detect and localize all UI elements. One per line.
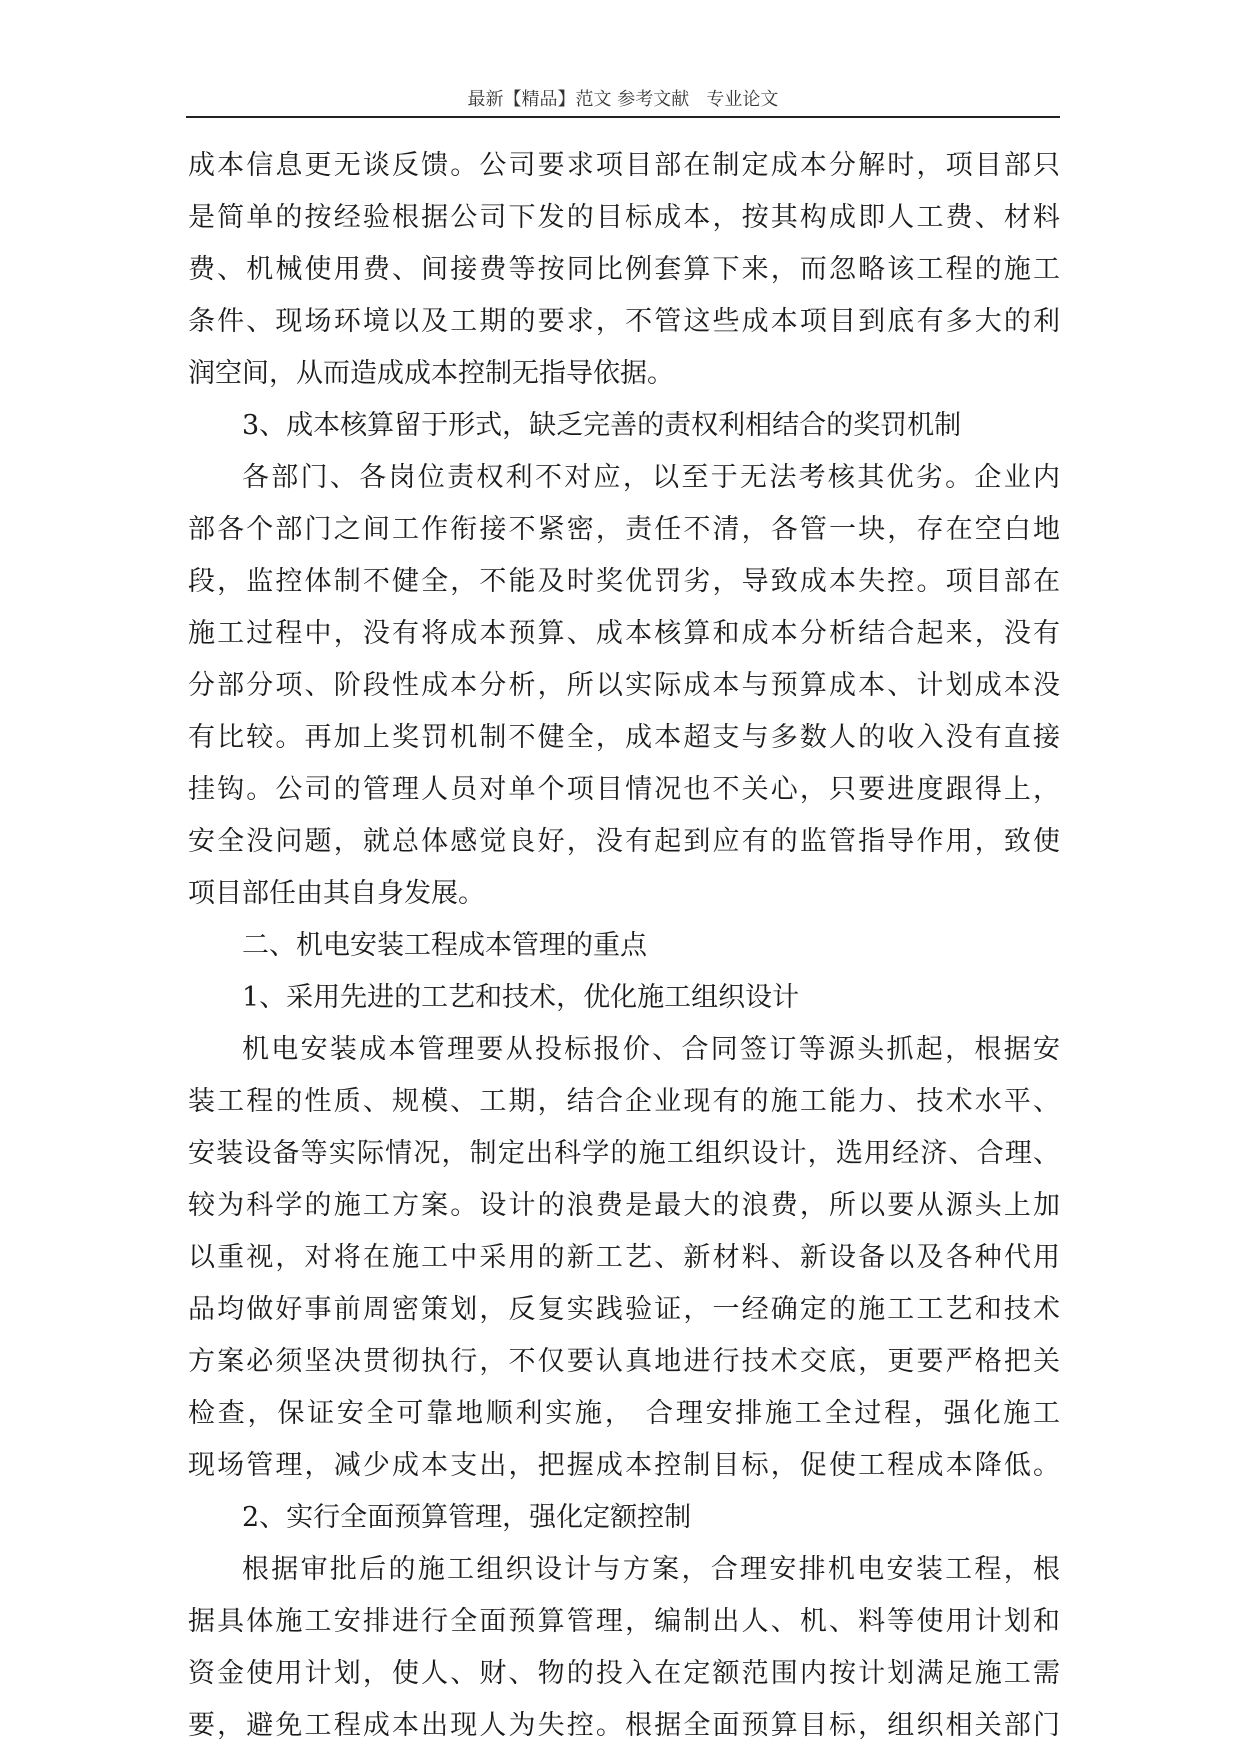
section-heading: 1、采用先进的工艺和技术，优化施工组织设计 (242, 982, 800, 1013)
text-line: 方案必须坚决贯彻执行，不仅要认真地进行技术交底，更要严格把关 (188, 1346, 1060, 1377)
text-line: 据具体施工安排进行全面预算管理，编制出人、机、料等使用计划和 (188, 1606, 1060, 1637)
text-line: 现场管理，减少成本支出，把握成本控制目标，促使工程成本降低。 (188, 1450, 1060, 1481)
text-line: 安全没问题，就总体感觉良好，没有起到应有的监管指导作用，致使 (188, 826, 1060, 857)
text-line: 要，避免工程成本出现人为失控。根据全面预算目标，组织相关部门 (188, 1710, 1060, 1741)
text-line: 资金使用计划，使人、财、物的投入在定额范围内按计划满足施工需 (188, 1658, 1060, 1689)
text-line: 以重视，对将在施工中采用的新工艺、新材料、新设备以及各种代用 (188, 1242, 1060, 1273)
text-line: 检查，保证安全可靠地顺利实施， 合理安排施工全过程，强化施工 (188, 1398, 1060, 1429)
text-line: 挂钩。公司的管理人员对单个项目情况也不关心，只要进度跟得上， (188, 774, 1060, 805)
text-line: 费、机械使用费、间接费等按同比例套算下来，而忽略该工程的施工 (188, 254, 1060, 285)
text-line: 施工过程中，没有将成本预算、成本核算和成本分析结合起来，没有 (188, 618, 1060, 649)
section-heading: 二、机电安装工程成本管理的重点 (242, 930, 647, 961)
text-line: 装工程的性质、规模、工期，结合企业现有的施工能力、技术水平、 (188, 1086, 1060, 1117)
text-line: 有比较。再加上奖罚机制不健全，成本超支与多数人的收入没有直接 (188, 722, 1060, 753)
text-line: 各部门、各岗位责权利不对应，以至于无法考核其优劣。企业内 (242, 462, 1060, 493)
text-line: 项目部任由其自身发展。 (188, 878, 485, 909)
text-line: 润空间，从而造成成本控制无指导依据。 (188, 358, 674, 389)
text-line: 安装设备等实际情况，制定出科学的施工组织设计，选用经济、合理、 (188, 1138, 1060, 1169)
text-line: 较为科学的施工方案。设计的浪费是最大的浪费，所以要从源头上加 (188, 1190, 1060, 1221)
text-line: 品均做好事前周密策划，反复实践验证，一经确定的施工工艺和技术 (188, 1294, 1060, 1325)
text-line: 段，监控体制不健全，不能及时奖优罚劣，导致成本失控。项目部在 (188, 566, 1060, 597)
text-line: 机电安装成本管理要从投标报价、合同签订等源头抓起，根据安 (242, 1034, 1060, 1065)
section-heading: 2、实行全面预算管理，强化定额控制 (242, 1502, 692, 1533)
text-line: 是简单的按经验根据公司下发的目标成本，按其构成即人工费、材料 (188, 202, 1060, 233)
section-heading: 3、成本核算留于形式，缺乏完善的责权利相结合的奖罚机制 (242, 410, 962, 441)
text-line: 条件、现场环境以及工期的要求，不管这些成本项目到底有多大的利 (188, 306, 1060, 337)
text-line: 根据审批后的施工组织设计与方案，合理安排机电安装工程，根 (242, 1554, 1060, 1585)
page-header: 最新【精品】范文 参考文献 专业论文 (186, 84, 1060, 118)
document-body (188, 140, 1060, 1752)
text-line: 成本信息更无谈反馈。公司要求项目部在制定成本分解时，项目部只 (188, 150, 1060, 181)
text-line: 部各个部门之间工作衔接不紧密，责任不清，各管一块，存在空白地 (188, 514, 1060, 545)
text-line: 分部分项、阶段性成本分析，所以实际成本与预算成本、计划成本没 (188, 670, 1060, 701)
